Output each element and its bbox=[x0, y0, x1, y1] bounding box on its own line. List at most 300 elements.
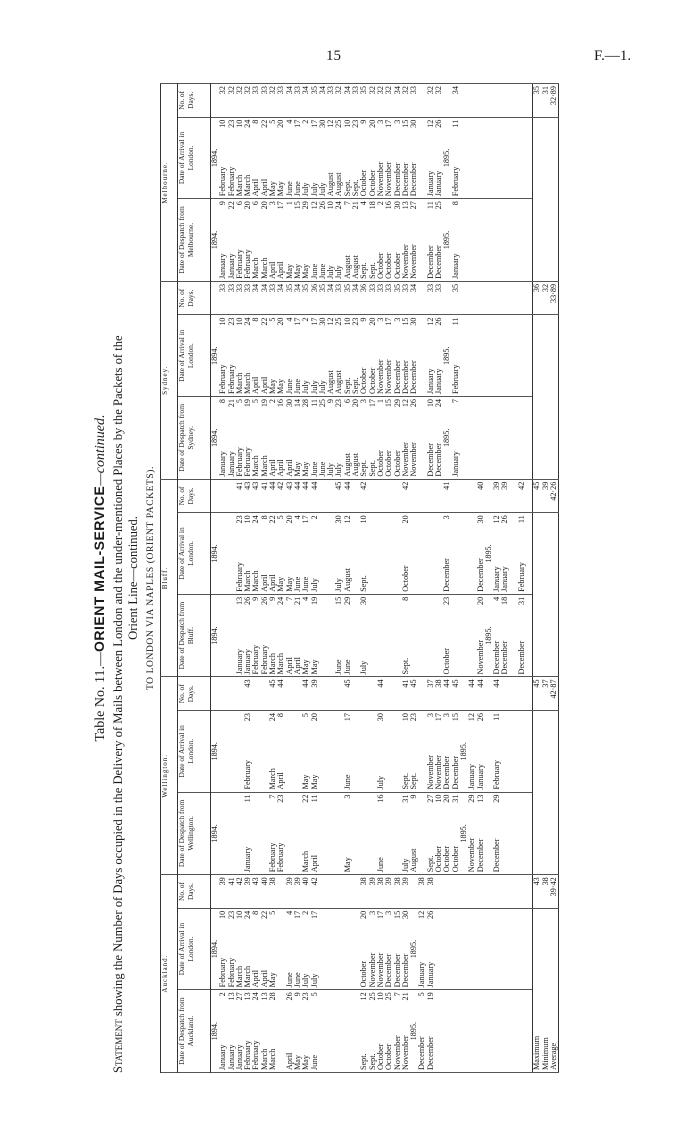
spacer bbox=[335, 877, 343, 906]
arrival-date: October 20 bbox=[367, 119, 377, 197]
arrival-date: December 30 bbox=[409, 119, 419, 197]
summary-value: 32 bbox=[540, 283, 550, 293]
days-value: 44 bbox=[467, 679, 477, 688]
arrival-date: November 17 bbox=[384, 119, 394, 197]
days-value: 32 bbox=[384, 86, 394, 95]
despatch-date: June 5 bbox=[309, 992, 319, 1070]
despatch-date: February 23 bbox=[276, 794, 286, 873]
despatch-date: December 25 bbox=[434, 201, 444, 279]
despatch-date: March 6 bbox=[251, 201, 261, 279]
despatch-date: December 11 bbox=[425, 201, 435, 279]
arrival-date: May 5 bbox=[268, 119, 278, 197]
despatch-date: November 12 bbox=[400, 398, 410, 477]
despatch-date: February 13 bbox=[243, 992, 253, 1070]
arrival-date: Sept. 10 bbox=[359, 515, 369, 592]
arrival-date: June 17 bbox=[292, 910, 302, 988]
spacer bbox=[335, 992, 343, 1070]
despatch-date: Sept. 18 bbox=[367, 201, 377, 279]
spacer bbox=[427, 597, 435, 675]
spacer bbox=[410, 482, 418, 511]
arrival-date: July 2 bbox=[301, 317, 311, 394]
despatch-date: October 2 bbox=[375, 201, 385, 279]
days-value: 33 bbox=[234, 283, 244, 293]
days-value: 45 bbox=[342, 679, 352, 688]
days-value: 42 bbox=[400, 481, 410, 490]
arrival-date: November 17 bbox=[434, 713, 444, 790]
days-value: 40 bbox=[259, 877, 269, 886]
despatch-date: March 28 bbox=[268, 992, 278, 1070]
arrival-date: December 30 bbox=[400, 910, 410, 988]
spacer bbox=[360, 795, 368, 873]
days-value: 34 bbox=[392, 86, 402, 95]
days-value: 44 bbox=[375, 679, 385, 688]
despatch-date: October 29 bbox=[392, 398, 402, 477]
year-label: 1895. bbox=[442, 346, 452, 365]
days-value: 38 bbox=[434, 679, 444, 688]
arrival-date: February 10 bbox=[218, 119, 228, 197]
spacer bbox=[327, 992, 335, 1070]
despatch-date: January 9 bbox=[218, 201, 228, 279]
days-value: 33 bbox=[259, 86, 269, 95]
arrival-date: March 10 bbox=[234, 119, 244, 197]
spacer bbox=[460, 597, 468, 675]
arrival-date: May 5 bbox=[268, 317, 278, 394]
arrival-date: November 3 bbox=[425, 713, 435, 790]
summary-bluff bbox=[533, 479, 559, 513]
days-value: 39 bbox=[292, 877, 302, 886]
days-value: 39 bbox=[492, 481, 502, 490]
arrival-date: Sept. 10 bbox=[342, 119, 352, 197]
summary-value: 39·42 bbox=[548, 877, 558, 897]
despatch-date: November 21 bbox=[400, 992, 410, 1070]
arrival-date: December 3 bbox=[442, 713, 452, 790]
days-value: 32 bbox=[425, 86, 435, 95]
arrival-date: November 3 bbox=[375, 317, 385, 394]
wellington-arrival-column bbox=[211, 711, 533, 793]
despatch-date: January 8 bbox=[450, 201, 460, 279]
days-value: 43 bbox=[284, 481, 294, 490]
days-value: 39 bbox=[400, 877, 410, 886]
despatch-date: December 31 bbox=[516, 596, 526, 675]
days-value: 34 bbox=[409, 283, 419, 293]
summary-value: 45 bbox=[532, 481, 542, 490]
days-value: 39 bbox=[367, 877, 377, 886]
despatch-date: May 19 bbox=[309, 596, 319, 675]
spacer bbox=[360, 713, 368, 790]
summary-value: 31 bbox=[540, 86, 550, 95]
spacer bbox=[211, 482, 219, 511]
days-value: 39 bbox=[500, 481, 510, 490]
spacer bbox=[385, 713, 393, 790]
days-value: 43 bbox=[243, 481, 253, 490]
bluff-days-column bbox=[211, 479, 533, 513]
page-number: 15 bbox=[326, 48, 341, 64]
days-value: 42 bbox=[276, 481, 286, 490]
days-value: 33 bbox=[218, 283, 228, 293]
spacer bbox=[286, 795, 294, 873]
despatch-date: August 20 bbox=[351, 398, 361, 477]
arrival-date: July 30 bbox=[317, 317, 327, 394]
column-header: Date of Arrival in London. bbox=[178, 315, 211, 397]
days-value: 41 bbox=[226, 877, 236, 886]
despatch-date: August 7 bbox=[342, 201, 352, 279]
despatch-date: April 7 bbox=[284, 596, 294, 675]
arrival-date: January 12 bbox=[467, 713, 477, 790]
column-header: No. of Days. bbox=[178, 677, 211, 711]
column-header: Date of Despatch from Wellington. bbox=[178, 792, 211, 875]
arrival-date: March 10 bbox=[234, 910, 244, 988]
despatch-date: April 17 bbox=[276, 201, 286, 279]
arrival-date: July 17 bbox=[309, 910, 319, 988]
melbourne-days-column bbox=[211, 84, 533, 118]
arrival-date: April 22 bbox=[259, 317, 269, 394]
days-value: 33 bbox=[276, 86, 286, 95]
arrival-date: December 15 bbox=[392, 910, 402, 988]
spacer bbox=[369, 597, 377, 675]
spacer bbox=[319, 515, 327, 592]
days-value: 44 bbox=[309, 481, 319, 490]
spacer bbox=[410, 515, 418, 592]
spacer bbox=[460, 515, 468, 592]
arrival-date: April 22 bbox=[259, 910, 269, 988]
despatch-date: May 3 bbox=[342, 794, 352, 873]
group-header-wellington: Wellington. bbox=[161, 677, 178, 875]
spacer bbox=[352, 679, 360, 708]
despatch-date: June 26 bbox=[317, 201, 327, 279]
arrival-date: June 17 bbox=[292, 317, 302, 394]
days-value: 35 bbox=[392, 283, 402, 293]
days-value: 35 bbox=[450, 283, 460, 293]
spacer bbox=[252, 713, 260, 790]
spacer bbox=[219, 713, 227, 790]
despatch-date: October 23 bbox=[442, 596, 452, 675]
despatch-date: March 5 bbox=[251, 398, 261, 477]
days-value: 32 bbox=[400, 86, 410, 95]
despatch-date: March 24 bbox=[276, 596, 286, 675]
despatch-date: August 21 bbox=[351, 201, 361, 279]
days-value: 43 bbox=[243, 679, 253, 688]
arrival-date: February 10 bbox=[218, 317, 228, 394]
days-value: 35 bbox=[301, 283, 311, 293]
despatch-date: March 9 bbox=[268, 596, 278, 675]
despatch-date: May 28 bbox=[301, 398, 311, 477]
arrival-date: April 8 bbox=[251, 119, 261, 197]
arrival-date: October 20 bbox=[359, 910, 369, 988]
arrival-date: August 25 bbox=[334, 317, 344, 394]
spacer bbox=[377, 597, 385, 675]
days-value: 34 bbox=[317, 86, 327, 95]
spacer bbox=[327, 795, 335, 873]
despatch-date: June 16 bbox=[375, 794, 385, 873]
despatch-date: January 26 bbox=[243, 596, 253, 675]
days-value: 33 bbox=[334, 283, 344, 293]
days-value: 39 bbox=[309, 679, 319, 688]
column-header: Date of Arrival in London. bbox=[178, 117, 211, 199]
despatch-date: June 15 bbox=[334, 596, 344, 675]
summary-value: 39 bbox=[540, 481, 550, 490]
despatch-date: January 13 bbox=[226, 992, 236, 1070]
year-label: 1895. bbox=[442, 148, 452, 168]
arrival-date: January 26 bbox=[425, 910, 435, 988]
days-value: 34 bbox=[259, 283, 269, 293]
year-label: 1894. bbox=[210, 939, 219, 959]
spacer bbox=[327, 679, 335, 708]
arrival-date: December 15 bbox=[400, 317, 410, 394]
summary-value: 42·87 bbox=[548, 679, 558, 699]
days-value: 45 bbox=[334, 481, 344, 490]
arrival-date: June 17 bbox=[342, 713, 352, 790]
melbourne-arrival-column bbox=[211, 117, 533, 199]
arrival-date: May 5 bbox=[301, 713, 311, 790]
arrival-date: April 8 bbox=[251, 317, 261, 394]
arrival-date: June 17 bbox=[301, 515, 311, 592]
spacer bbox=[385, 482, 393, 511]
arrival-date: July 30 bbox=[334, 515, 344, 592]
arrival-date: February 23 bbox=[226, 910, 236, 988]
arrival-date: Sept. 10 bbox=[342, 317, 352, 394]
year-label: 1894. bbox=[210, 230, 219, 250]
arrival-date: January 12 bbox=[492, 515, 502, 592]
days-value: 34 bbox=[292, 283, 302, 293]
arrival-date: July 2 bbox=[301, 910, 311, 988]
arrival-date: February 10 bbox=[218, 910, 228, 988]
days-value: 45 bbox=[268, 679, 278, 688]
despatch-date: July 24 bbox=[334, 201, 344, 279]
arrival-date: March 24 bbox=[243, 910, 253, 988]
arrival-date: February 23 bbox=[243, 713, 253, 790]
spacer bbox=[344, 911, 352, 988]
days-value: 38 bbox=[359, 877, 369, 886]
arrival-date: January 26 bbox=[475, 713, 485, 790]
despatch-date: April 16 bbox=[276, 398, 286, 477]
arrival-date: February 23 bbox=[234, 515, 244, 592]
days-value: 33 bbox=[226, 283, 236, 293]
spacer bbox=[319, 877, 327, 906]
arrival-date: February 23 bbox=[226, 317, 236, 394]
spacer bbox=[385, 597, 393, 675]
arrival-date: October 20 bbox=[367, 317, 377, 394]
days-value: 32 bbox=[367, 86, 377, 95]
arrival-date: October 20 bbox=[400, 515, 410, 592]
arrival-date: December 15 bbox=[400, 119, 410, 197]
arrival-date: December 3 bbox=[392, 317, 402, 394]
arrival-date: April 8 bbox=[259, 515, 269, 592]
sydney-despatch-column bbox=[211, 396, 533, 479]
despatch-date: February 7 bbox=[268, 794, 278, 873]
column-header: No. of Days. bbox=[178, 84, 211, 118]
days-value: 37 bbox=[425, 679, 435, 688]
despatch-date: October 25 bbox=[384, 992, 394, 1070]
spacer bbox=[286, 679, 294, 708]
spacer bbox=[335, 911, 343, 988]
column-header: No. of Days. bbox=[178, 875, 211, 909]
despatch-date: April 30 bbox=[284, 398, 294, 477]
summary-value: 33·89 bbox=[548, 283, 558, 303]
arrival-date: April 22 bbox=[259, 119, 269, 197]
year-label: 1895. bbox=[458, 742, 468, 761]
days-value: 38 bbox=[268, 877, 278, 886]
days-value: 34 bbox=[251, 283, 261, 293]
rotated-table-block bbox=[90, 83, 658, 1073]
arrival-date: January 26 bbox=[434, 317, 444, 394]
despatch-date: January 7 bbox=[450, 398, 460, 477]
arrival-date: April 8 bbox=[276, 713, 286, 790]
despatch-date: March 20 bbox=[259, 201, 269, 279]
auckland-arrival-column bbox=[211, 908, 533, 990]
year-label: 1895. bbox=[483, 544, 493, 563]
arrival-date: May 20 bbox=[309, 713, 319, 790]
days-value: 35 bbox=[359, 86, 369, 95]
despatch-date: February 19 bbox=[243, 398, 253, 477]
column-header: Date of Arrival in London. bbox=[178, 513, 211, 595]
despatch-date: July 9 bbox=[326, 398, 336, 477]
spacer bbox=[319, 911, 327, 988]
days-value: 44 bbox=[301, 679, 311, 688]
days-value: 40 bbox=[475, 481, 485, 490]
despatch-date: October 1 bbox=[375, 398, 385, 477]
arrival-date: December 3 bbox=[384, 910, 394, 988]
spacer bbox=[252, 795, 260, 873]
year-label: 1894. bbox=[210, 824, 219, 843]
despatch-date: June 29 bbox=[342, 596, 352, 675]
despatch-date: Sept. 4 bbox=[359, 201, 369, 279]
summary-value: 42·26 bbox=[548, 481, 558, 501]
days-value: 33 bbox=[367, 283, 377, 293]
despatch-date: November 29 bbox=[467, 794, 477, 873]
days-value: 34 bbox=[450, 86, 460, 95]
despatch-date: Sept. 3 bbox=[359, 398, 369, 477]
days-value: 34 bbox=[326, 283, 336, 293]
spacer bbox=[228, 679, 236, 708]
spacer bbox=[219, 515, 227, 592]
arrival-date: December 30 bbox=[409, 317, 419, 394]
arrival-date: August 12 bbox=[326, 119, 336, 197]
despatch-date: October 30 bbox=[392, 201, 402, 279]
spacer bbox=[319, 992, 327, 1070]
arrival-date: Sept. 10 bbox=[400, 713, 410, 790]
despatch-date: October 16 bbox=[384, 201, 394, 279]
spacer bbox=[219, 597, 227, 675]
arrival-date: January 26 bbox=[434, 119, 444, 197]
despatch-date: May 9 bbox=[292, 992, 302, 1070]
despatch-date: February 20 bbox=[243, 201, 253, 279]
spacer bbox=[377, 515, 385, 592]
arrival-date: June 4 bbox=[292, 515, 302, 592]
summary-value: 32·89 bbox=[548, 86, 558, 106]
despatch-date: May 14 bbox=[292, 398, 302, 477]
spacer bbox=[319, 713, 327, 790]
days-value: 38 bbox=[425, 877, 435, 886]
despatch-date: November 13 bbox=[400, 201, 410, 279]
despatch-date: March 19 bbox=[259, 398, 269, 477]
days-value: 33 bbox=[292, 86, 302, 95]
days-value: 34 bbox=[342, 86, 352, 95]
arrival-date: January 12 bbox=[425, 119, 435, 197]
despatch-date: Sept. 8 bbox=[400, 596, 410, 675]
arrival-date: July 30 bbox=[317, 119, 327, 197]
spacer bbox=[385, 679, 393, 708]
arrival-date: August 12 bbox=[342, 515, 352, 592]
days-value: 45 bbox=[409, 679, 419, 688]
despatch-date: May 15 bbox=[292, 201, 302, 279]
arrival-date: March 24 bbox=[251, 515, 261, 592]
spacer bbox=[327, 911, 335, 988]
spacer bbox=[427, 515, 435, 592]
despatch-date: March 13 bbox=[259, 992, 269, 1070]
arrival-date: July 17 bbox=[309, 317, 319, 394]
arrival-date: May 5 bbox=[268, 910, 278, 988]
days-value: 32 bbox=[243, 86, 253, 95]
days-value: 33 bbox=[375, 283, 385, 293]
wellington-days-column bbox=[211, 677, 533, 711]
spacer bbox=[352, 713, 360, 790]
spacer bbox=[385, 795, 393, 873]
summary-value: Minimum bbox=[540, 1037, 550, 1070]
spacer bbox=[418, 515, 426, 592]
despatch-date: November 20 bbox=[475, 596, 485, 675]
sydney-days-column bbox=[211, 281, 533, 315]
despatch-date: October 31 bbox=[450, 794, 460, 873]
spacer bbox=[319, 679, 327, 708]
summary-value: 38 bbox=[540, 877, 550, 886]
despatch-date: April 21 bbox=[292, 596, 302, 675]
days-value: 33 bbox=[409, 86, 419, 95]
table-subtitle: TO LONDON VIA NAPLES (ORIENT PACKETS). bbox=[146, 465, 156, 691]
despatch-date: January 13 bbox=[234, 596, 244, 675]
despatch-date: April 11 bbox=[309, 794, 319, 873]
days-value: 36 bbox=[309, 283, 319, 293]
despatch-date: October 10 bbox=[434, 794, 444, 873]
days-value: 43 bbox=[251, 481, 261, 490]
despatch-date: May 4 bbox=[301, 596, 311, 675]
despatch-date: January 11 bbox=[243, 794, 253, 873]
despatch-date: December 10 bbox=[425, 398, 435, 477]
arrival-date: April 22 bbox=[268, 515, 278, 592]
despatch-date: July 30 bbox=[359, 596, 369, 675]
column-header: Date of Arrival in London. bbox=[178, 711, 211, 793]
despatch-date: March 22 bbox=[301, 794, 311, 873]
arrival-date: November 17 bbox=[384, 317, 394, 394]
days-value: 39 bbox=[243, 877, 253, 886]
arrival-date: August 12 bbox=[326, 317, 336, 394]
days-value: 44 bbox=[442, 679, 452, 688]
arrival-date: March 24 bbox=[243, 317, 253, 394]
days-value: 34 bbox=[284, 86, 294, 95]
arrival-date: February 11 bbox=[450, 119, 460, 197]
summary-sydney bbox=[533, 281, 559, 315]
arrival-date: July 2 bbox=[301, 119, 311, 197]
days-value: 44 bbox=[301, 481, 311, 490]
days-value: 32 bbox=[375, 86, 385, 95]
arrival-date: January 26 bbox=[500, 515, 510, 592]
spacer bbox=[452, 597, 460, 675]
days-value: 33 bbox=[384, 283, 394, 293]
days-value: 35 bbox=[342, 283, 352, 293]
group-header-sydney: Sydney. bbox=[161, 281, 178, 479]
spacer bbox=[219, 679, 227, 708]
despatch-date: June 12 bbox=[309, 201, 319, 279]
spacer bbox=[344, 877, 352, 906]
group-header-melbourne: Melbourne. bbox=[161, 84, 178, 282]
column-header: Date of Despatch from Sydney. bbox=[178, 396, 211, 479]
days-value: 41 bbox=[234, 481, 244, 490]
mail-table bbox=[160, 83, 532, 1073]
despatch-date: July 23 bbox=[334, 398, 344, 477]
despatch-date: December 5 bbox=[417, 992, 427, 1070]
summary-value: 45 bbox=[532, 679, 542, 688]
spacer bbox=[252, 679, 260, 708]
arrival-date: August 25 bbox=[334, 119, 344, 197]
